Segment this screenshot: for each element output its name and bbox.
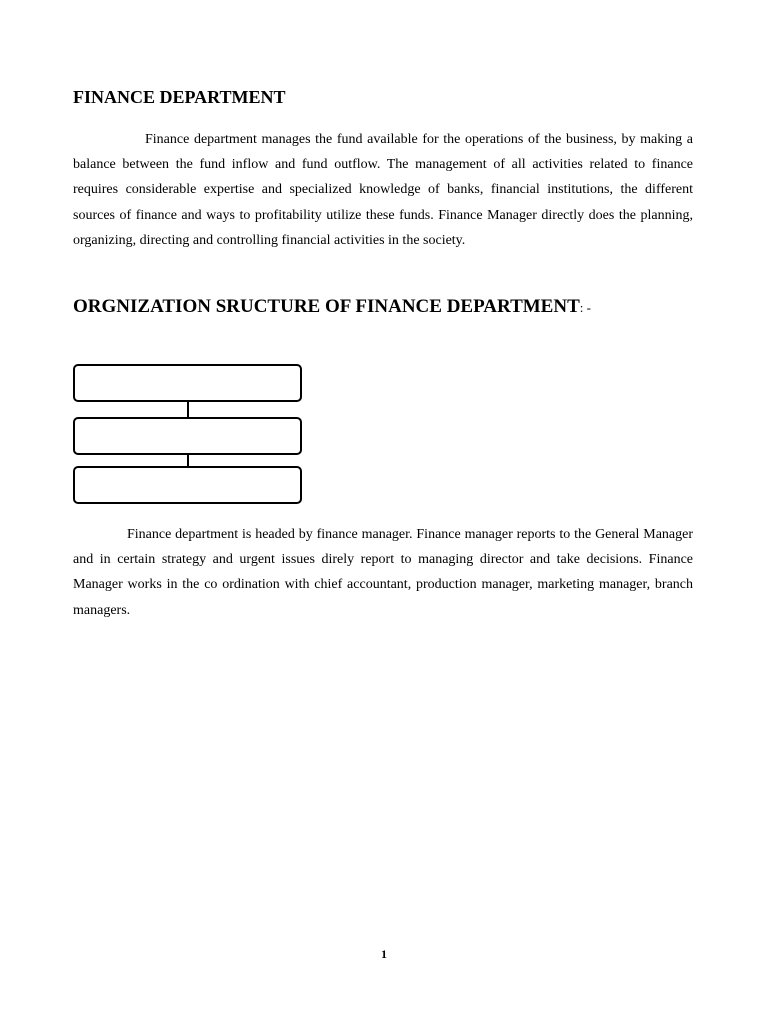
org-chart-box-top	[74, 365, 301, 401]
org-chart-box-middle	[74, 418, 301, 454]
section-heading-text: ORGNIZATION SRUCTURE OF FINANCE DEPARTMENT	[73, 296, 580, 317]
intro-paragraph: Finance department manages the fund available for the operations of the business, by making a balance between the fund inflow and fund outflow. The management of all activities related to finance requires considerable expertise and specialized knowledge of banks, financial institutions, the different sources of finance and ways to profitability utilize these funds. Finance Manager directly does the planning, organizing, directing and controlling financial activities in the society.	[73, 132, 693, 248]
page-title: FINANCE DEPARTMENT	[73, 87, 286, 107]
org-chart-box-bottom	[74, 467, 301, 503]
section-heading-suffix: : -	[579, 300, 591, 315]
closing-paragraph: Finance department is headed by finance manager. Finance manager reports to the General Manager and in certain strategy and urgent issues direly report to managing director and take decisions. Finance Manager works in the co ordination with chief accountant, production manager, marketing manager, branch managers.	[73, 527, 693, 618]
page-number: 1	[381, 947, 387, 961]
